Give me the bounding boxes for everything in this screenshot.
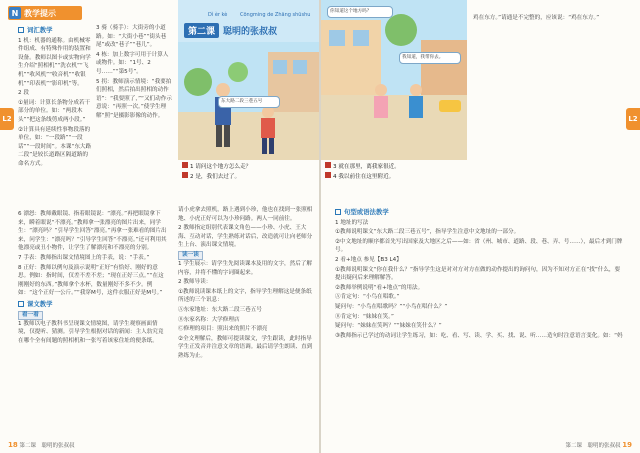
text-heading: 课文教学 <box>18 300 168 309</box>
vocab-heading: 词汇教学 <box>18 26 92 35</box>
lesson-title: 聪明的张叔叔 <box>223 27 278 37</box>
footer-right <box>565 441 632 449</box>
left-col1-cont <box>96 24 172 122</box>
header-title: 教学提示 <box>24 8 56 18</box>
girl-body <box>374 96 388 118</box>
teaching-tips-header <box>8 6 82 20</box>
vocab-item: 4 栋：加上数字可用于计算人或物件。如：“1号、2号……”“第5号”。 <box>96 51 169 75</box>
left-col1-lower <box>18 210 168 440</box>
vocab-item: 5 拐：教师演示情境：“我要拍们照相，然后拍出照相的动作语”：“我要照了，”“又们动作示意说：“再照一次。”使学生理解“照”是摄影影像的动作。 <box>96 78 172 119</box>
right-top-text <box>473 14 623 24</box>
man-head <box>216 83 230 97</box>
grammar-item: 1 地址的写法 <box>335 219 369 226</box>
footer-left <box>8 441 75 449</box>
grammar-item: Ⓑ肯定句：“妹妹在笑。” <box>335 313 394 320</box>
vocab-item: ②计算具有延续性事物段落的单位，如：“一段路”“一段话”“一段时间”。本课“东大路二段”是较长道路区隔道路的命名方式。 <box>18 126 92 167</box>
boy-body <box>409 96 423 118</box>
grammar-item: ①教师说明课文“你在我什么？”指导学生这是对对方对方在做的动作提出的询问句，因为不知对方正在“找”什么，要提出疑问后来理解解答。 <box>335 266 621 282</box>
read-item: Ⓐ东家地址：东大路二段三巷五号 <box>178 306 262 313</box>
read-item: ①教师说读课本纸上的文字，指导学生理解这是便条纸所述的三个讯息： <box>178 288 312 304</box>
grammar-section <box>335 206 625 440</box>
read-item: Ⓑ东家名称：大学修理店 <box>178 316 240 323</box>
left-col2 <box>178 206 314 441</box>
vocab-item: ①量词：计算长条物分成若干部分的单位。如：“两段木头”“把这条线剪成两小段。” <box>18 99 91 123</box>
speech-bubble-1: 你知道这个地方吗？ <box>327 6 393 18</box>
speech-bubble-2: 我知道，我带你去。 <box>399 52 461 64</box>
boy-head <box>410 84 422 96</box>
pinyin-lesson: Dì èr kè <box>208 12 228 18</box>
pinyin-title: Cōngming de Zhāng shūshu <box>240 12 311 18</box>
vocab-item: 8 正好：教师以例句及演示说明“正好”有恰好、刚好的意思。例如：指时间，仅差不差不差；“现在正好三点。”“在这刚刚好的东西。”教师拿个水杯，数量刚好不多不少。例如：“这个正好一公斤。”“我穿M号，这件衣服正好是M号。” <box>18 264 164 297</box>
street-scene-right <box>321 0 467 160</box>
left-col1 <box>18 24 92 170</box>
number-badge <box>325 172 331 178</box>
number-badge <box>182 162 188 168</box>
girl-head <box>375 84 387 96</box>
grammar-item: 2 看+地点 参见【B3 L4】 <box>335 256 402 263</box>
square-icon <box>18 301 24 307</box>
vocab-item: 7 手表：教师指出课文情境图上的手表，说：“手表。” <box>18 254 150 261</box>
grammar-item: 疑问句：“小鸟在唱歌吗？”“小鸟在唱什么？” <box>335 303 448 310</box>
read-subheading: 读一读 <box>178 251 203 260</box>
section-tab-right: L2 <box>626 108 640 130</box>
vocab-item: 1 机：机器的通称。由机械零件组成、有特殊作用的装置和设备。教师以图卡或实物向学生介绍“照相机”“洗衣机”“飞机”“收风机”“收音机”“收银机”“印表机”“影印机”等。 <box>18 37 91 87</box>
story-illustration-left <box>178 0 319 200</box>
continued-text: 鸡在东方。”请通是不完整的，应该说：“鸡在东方。” <box>473 15 600 21</box>
notebook-icon: N <box>9 7 21 19</box>
vocab-item: 3 骑（骑手）：大街旁的小道路。如：“大街小巷”“街头巷尾”或改“巷子”“巷儿”。 <box>96 25 167 49</box>
text-item: 请小虎拿去照机，路上遇到小珍，他也在找到一张照相地、小虎正好可以为小珍问路。两人一同前往。 <box>178 207 313 222</box>
story-caption-left: 1 请问这个地方怎么走？ 2 是，我们去过了。 <box>178 160 319 200</box>
square-icon <box>18 27 24 33</box>
page-number-left: 18 <box>8 441 18 449</box>
lesson-number: 第二课 <box>184 23 219 38</box>
boy-body <box>261 118 275 138</box>
square-icon <box>335 209 341 215</box>
footer-label-right: 第二课 聪明的张叔叔 <box>565 443 621 449</box>
grammar-item: ②中文地址的顺序都首先写出国家及大地区之后——如：省（州、城市、道路、段、巷、弄、号……），最后才到门牌号。 <box>335 238 623 254</box>
right-page <box>321 0 640 453</box>
vocab-item: 6 漂怒：教师戴眼镜、指着眼镜说：“漂亮。”再把眼镜拿下来，瞬着眼说“不漂亮。”教师拿一张漂亮的图片出来，同学生：“漂亮吗？”引导学生回答“漂亮。”再拿一张难看的图片出来，问学生：“漂亮吗？”引导学生回答“不漂亮。”还可利用其他漂亮或丑小物件，让学生了解漂亮和不漂亮的分别。 <box>18 211 167 252</box>
read-item: ②全文理解后，教师可提读课文，学生跟读，此时指导学生正发音并注意文章的语调。最后请学生朗读、直到熟练为止。 <box>178 335 313 359</box>
grammar-item: ①教师说明课文“东大路二段三巷五号”，指导学生注意中文地址的一部分。 <box>335 229 520 236</box>
text-item: 1 教师以电子教科书呈现课文情境图，请学生观察画面情境，仅提听、猜测。引导学生根据对话的新闻：主人翁究竟在哪个全有间题的照相机和一张写着该家住址的便条纸。 <box>18 320 164 344</box>
car <box>439 100 461 112</box>
story-illustration-right <box>321 0 467 200</box>
lesson-title-banner <box>184 22 312 39</box>
number-badge <box>182 172 188 178</box>
page-number-right: 19 <box>622 441 632 449</box>
left-page <box>0 0 319 453</box>
story-caption-right: 3 就在那里，离我家很近。 4 我以前住在这里附近。 <box>321 160 467 200</box>
grammar-item: ②教师举例说明“看+地点”的用法。 <box>335 284 424 291</box>
text-item: 2 教师指定组别代表课文角色——小珍、小虎、王大海、互动对话，学生熟练对话后，改造就可让向老师分生上台、演出课文情境。 <box>178 225 313 249</box>
read-item: 2 教师导读： <box>178 279 212 286</box>
grammar-heading: 句型或语法教学 <box>335 208 625 217</box>
look-subheading: 看一看 <box>18 311 43 320</box>
note-bubble: 东大路二段三巷五号 <box>218 96 280 108</box>
footer-label-left: 第二课 聪明的张叔叔 <box>19 443 75 449</box>
grammar-item: 疑问句：“妹妹在笑吗？”“妹妹在笑什么？” <box>335 323 442 330</box>
vocab-item: 2 段 <box>18 90 29 97</box>
section-tab-left: L2 <box>0 108 14 130</box>
grammar-item: ③教师指示已学过的动词让学生练习，如：吃、看、写、读、学、买、找、说、听……造句时注意语言变化。如：“妈 <box>335 332 623 339</box>
read-item: 1 学生展示：请学生先阅读课本及用的文字，然后了解内容，并将不懂的字词圈起来。 <box>178 260 312 276</box>
read-item: Ⓒ修理的项目：照出来的照片不漂亮 <box>178 326 268 333</box>
grammar-item: Ⓐ肯定句：“小鸟在唱歌。” <box>335 294 400 301</box>
number-badge <box>325 162 331 168</box>
